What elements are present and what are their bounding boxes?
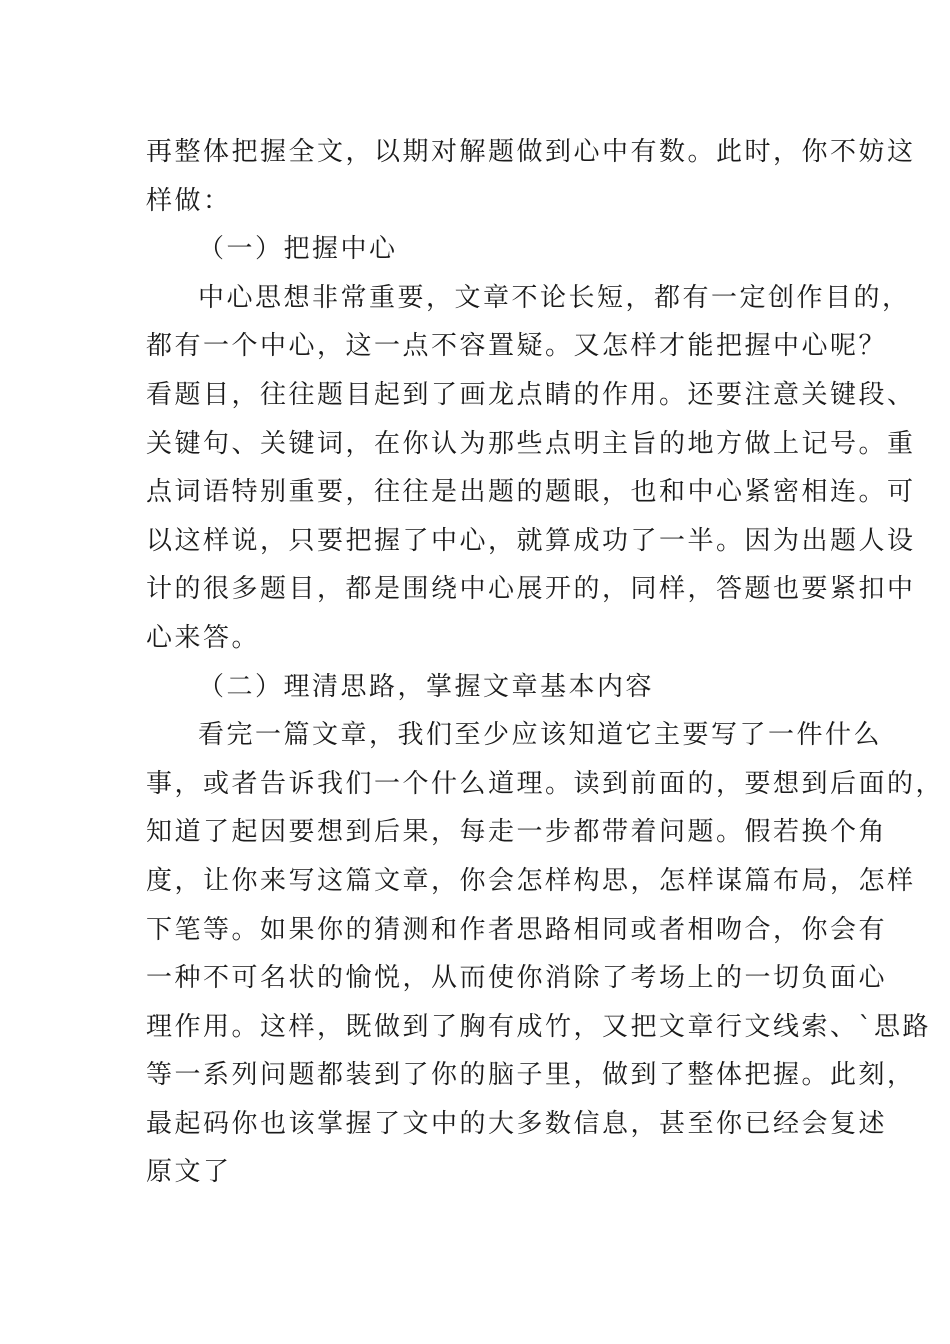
section-heading: （二）理清思路，掌握文章基本内容: [198, 671, 655, 702]
text-line: 看完一篇文章，我们至少应该知道它主要写了一件什么: [198, 720, 883, 751]
text-line: 事，或者告诉我们一个什么道理。读到前面的，要想到后面的，: [146, 768, 945, 799]
text-line: 心来答。: [146, 622, 261, 653]
text-line: 计的很多题目，都是围绕中心展开的，同样，答题也要紧扣中: [146, 574, 916, 605]
text-line: 以这样说，只要把握了中心，就算成功了一半。因为出题人设: [146, 525, 916, 556]
document-body: [146, 128, 945, 1197]
section-heading: （一）把握中心: [198, 234, 398, 265]
text-line: 看题目，往往题目起到了画龙点睛的作用。还要注意关键段、: [146, 379, 916, 410]
text-line: 关键句、关键词，在你认为那些点明主旨的地方做上记号。重: [146, 428, 916, 459]
text-line: 知道了起因要想到后果，每走一步都带着问题。假若换个角: [146, 817, 888, 848]
text-line: 中心思想非常重要，文章不论长短，都有一定创作目的，: [198, 282, 911, 313]
text-line: 下笔等。如果你的猜测和作者思路相同或者相吻合，你会有: [146, 914, 888, 945]
text-line: 原文了: [146, 1157, 232, 1188]
text-line: 点词语特别重要，往往是出题的题眼，也和中心紧密相连。可: [146, 477, 916, 508]
text-line: 度，让你来写这篇文章，你会怎样构思，怎样谋篇布局，怎样: [146, 865, 916, 896]
text-line: 样做：: [146, 185, 232, 216]
text-line: 一种不可名状的愉悦，从而使你消除了考场上的一切负面心: [146, 963, 888, 994]
text-line: 再整体把握全文，以期对解题做到心中有数。此时，你不妨这: [146, 137, 916, 167]
text-line: 理作用。这样，既做到了胸有成竹，又把文章行文线索、`思路: [146, 1011, 932, 1042]
text-line: 等一系列问题都装到了你的脑子里，做到了整体把握。此刻，: [146, 1060, 916, 1091]
text-line: 最起码你也该掌握了文中的大多数信息，甚至你已经会复述: [146, 1108, 888, 1139]
text-line: 都有一个中心，这一点不容置疑。又怎样才能把握中心呢？: [146, 331, 888, 362]
